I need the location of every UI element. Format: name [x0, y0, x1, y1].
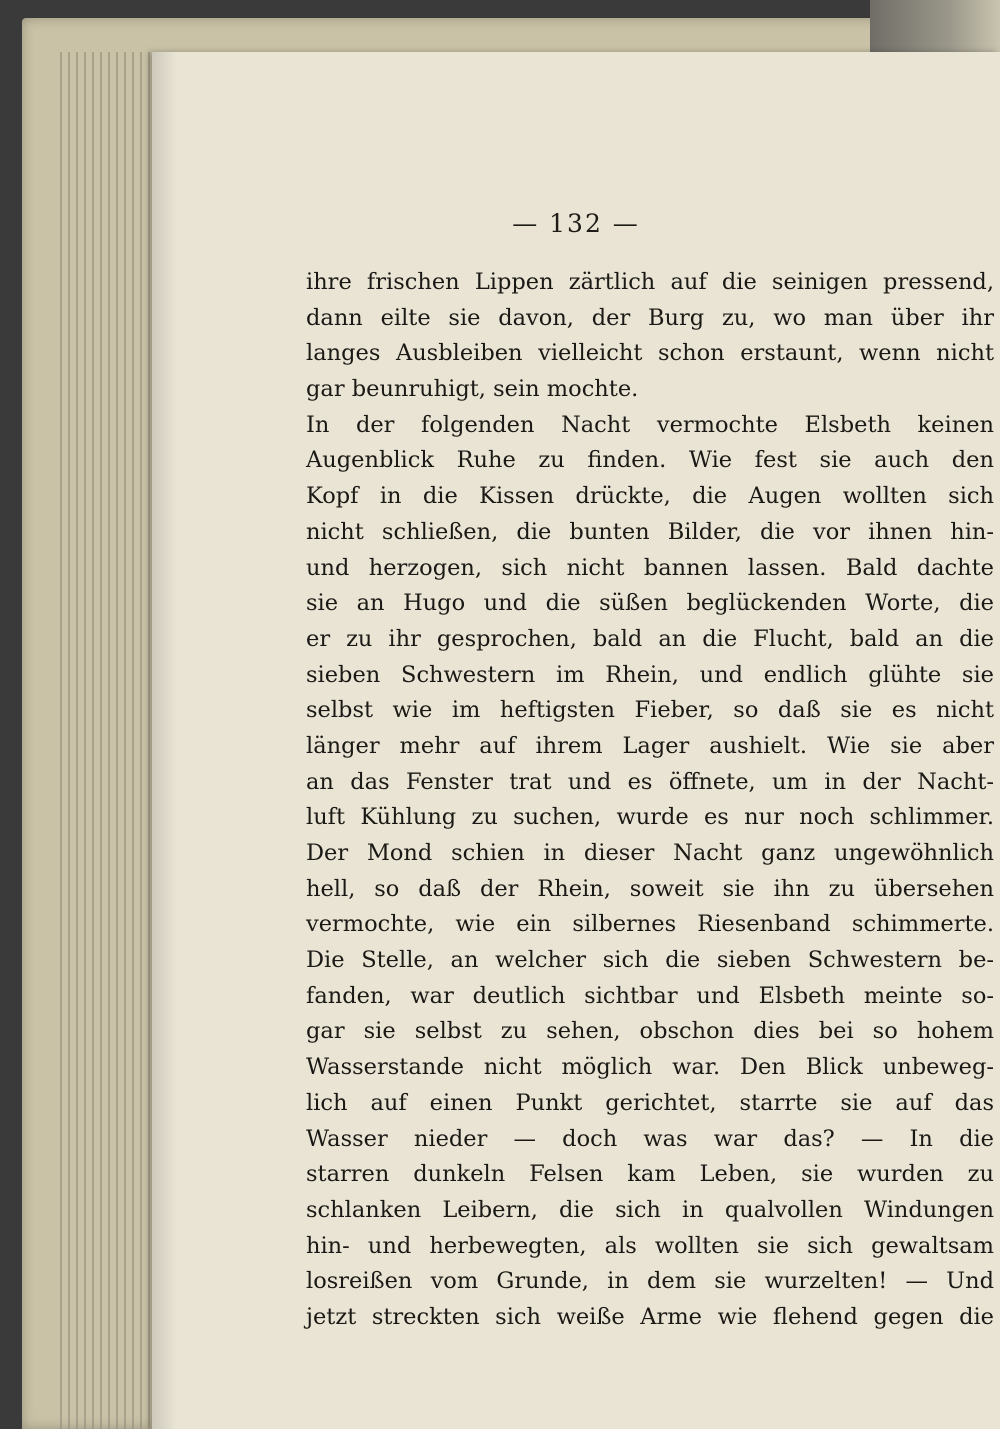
text-line: Kopf in die Kissen drückte, die Augen wollten sich: [306, 483, 994, 510]
text-line: luft Kühlung zu suchen, wurde es nur noch schlimmer.: [306, 804, 994, 831]
text-line: starren dunkeln Felsen kam Leben, sie wurden zu: [306, 1161, 994, 1188]
text-line: gar beunruhigt, sein mochte.: [306, 376, 639, 403]
text-line: sie an Hugo und die süßen beglückenden Worte, die: [306, 590, 994, 617]
text-line: nicht schließen, die bunten Bilder, die vor ihnen hin-: [306, 518, 994, 545]
text-line: selbst wie im heftigsten Fieber, so daß sie es nicht: [306, 697, 994, 724]
text-line: schlanken Leibern, die sich in qualvollen Windungen: [306, 1196, 994, 1223]
text-line: er zu ihr gesprochen, bald an die Flucht, bald an die: [306, 625, 994, 652]
text-line: gar sie selbst zu sehen, obschon dies bei so hohem: [306, 1018, 994, 1045]
page-number-header: — 132 —: [512, 209, 640, 238]
text-line: Der Mond schien in dieser Nacht ganz ungewöhnlich: [306, 840, 994, 866]
text-line: an das Fenster trat und es öffnete, um in der Nacht-: [306, 768, 994, 795]
text-line: langes Ausbleiben vielleicht schon erstaunt, wenn nicht: [306, 340, 994, 367]
text-line: länger mehr auf ihrem Lager aushielt. Wie sie aber: [306, 732, 994, 759]
text-line: jetzt streckten sich weiße Arme wie flehend gegen die: [306, 1303, 994, 1330]
text-line: Die Stelle, an welcher sich die sieben Schwestern be-: [306, 947, 994, 974]
page-gutter-shadow: [152, 52, 176, 1429]
text-line: vermochte, wie ein silbernes Riesenband schimmerte.: [306, 911, 994, 938]
text-line: Wasser nieder — doch was war das? — In die: [306, 1125, 994, 1152]
book-page: [152, 52, 1000, 1429]
text-line: und herzogen, sich nicht bannen lassen. Bald dachte: [306, 554, 994, 581]
page-edges: [52, 52, 162, 1429]
text-line: fanden, war deutlich sichtbar und Elsbeth meinte so-: [306, 982, 994, 1009]
text-line: Wasserstande nicht möglich war. Den Blick unbeweg-: [306, 1054, 994, 1081]
text-line: dann eilte sie davon, der Burg zu, wo man über ihr: [306, 304, 994, 331]
page-text: [306, 265, 994, 1336]
text-line: lich auf einen Punkt gerichtet, starrte sie auf das: [306, 1089, 994, 1116]
text-line: In der folgenden Nacht vermochte Elsbeth keinen: [306, 411, 994, 438]
spine-corner: [870, 0, 1000, 60]
text-line: ihre frischen Lippen zärtlich auf die seinigen pressend,: [306, 269, 994, 295]
text-line: Augenblick Ruhe zu finden. Wie fest sie auch den: [306, 447, 994, 474]
text-line: hell, so daß der Rhein, soweit sie ihn zu übersehen: [306, 875, 994, 902]
text-line: losreißen vom Grunde, in dem sie wurzelten! — Und: [306, 1268, 994, 1295]
text-line: sieben Schwestern im Rhein, und endlich glühte sie: [306, 661, 994, 688]
text-line: hin- und herbewegten, als wollten sie sich gewaltsam: [306, 1232, 994, 1259]
